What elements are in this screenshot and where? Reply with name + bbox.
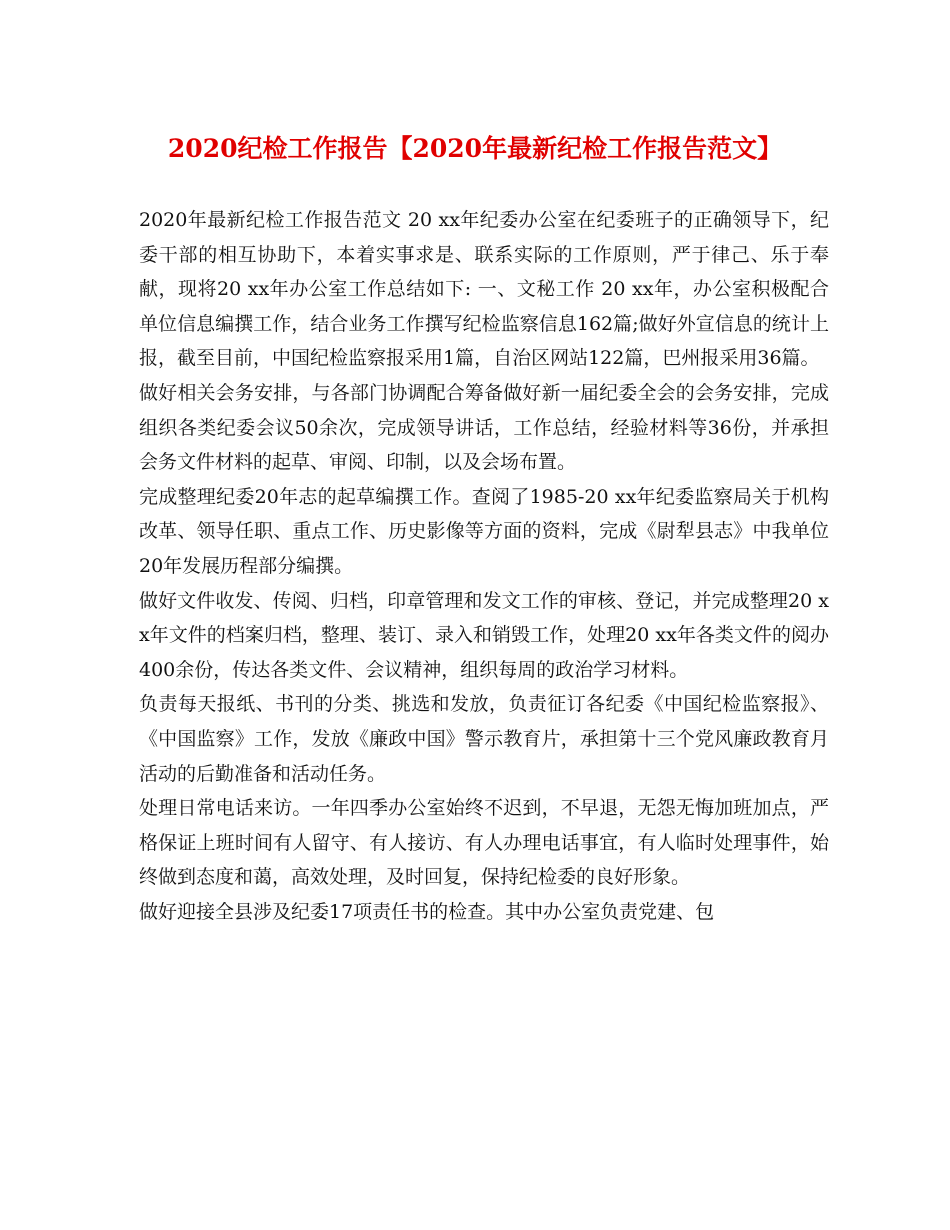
paragraph: 完成整理纪委20年志的起草编撰工作。查阅了1985-20 xx年纪委监察局关于机构改革、领导任职、重点工作、历史影像等方面的资料，完成《尉犁县志》中我单位20年发展历程部分编撰。 bbox=[139, 485, 829, 577]
paragraph: 处理日常电话来访。一年四季办公室始终不迟到，不早退，无怨无悔加班加点，严格保证上班时间有人留守、有人接访、有人办理电话事宜，有人临时处理事件，始终做到态度和蔼，高效处理，及时回复，保持纪检委的良好形象。 bbox=[139, 797, 829, 889]
paragraph: 2020年最新纪检工作报告范文 20 xx年纪委办公室在纪委班子的正确领导下，纪委干部的相互协助下，本着实事求是、联系实际的工作原则，严于律己、乐于奉献，现将20 xx年办公室工作总结如下: 一、文秘工作 20 xx年，办公室积极配合单位信息编撰工作，结合业务工作撰写纪检监察信息162篇;做好外宣信息的统计上报，截至目前，中国纪检监察报采用1篇，自治区网站122篇，巴州报采用36篇。 bbox=[139, 209, 829, 370]
document-title: 2020纪检工作报告【2020年最新纪检工作报告范文】 bbox=[167, 134, 783, 163]
paragraph: 做好迎接全县涉及纪委17项责任书的检查。其中办公室负责党建、包 bbox=[139, 900, 715, 923]
paragraph: 做好文件收发、传阅、归档，印章管理和发文工作的审核、登记，并完成整理20 xx年文件的档案归档，整理、装订、录入和销毁工作，处理20 xx年各类文件的阅办400余份，传达各类文件、会议精神，组织每周的政治学习材料。 bbox=[139, 589, 829, 681]
document-body bbox=[139, 203, 829, 929]
paragraph: 负责每天报纸、书刊的分类、挑选和发放，负责征订各纪委《中国纪检监察报》、《中国监察》工作，发放《廉政中国》警示教育片，承担第十三个党风廉政教育月活动的后勤准备和活动任务。 bbox=[139, 693, 829, 785]
paragraph: 做好相关会务安排，与各部门协调配合筹备做好新一届纪委全会的会务安排，完成组织各类纪委会议50余次，完成领导讲话，工作总结，经验材料等36份，并承担会务文件材料的起草、审阅、印制，以及会场布置。 bbox=[139, 381, 829, 474]
